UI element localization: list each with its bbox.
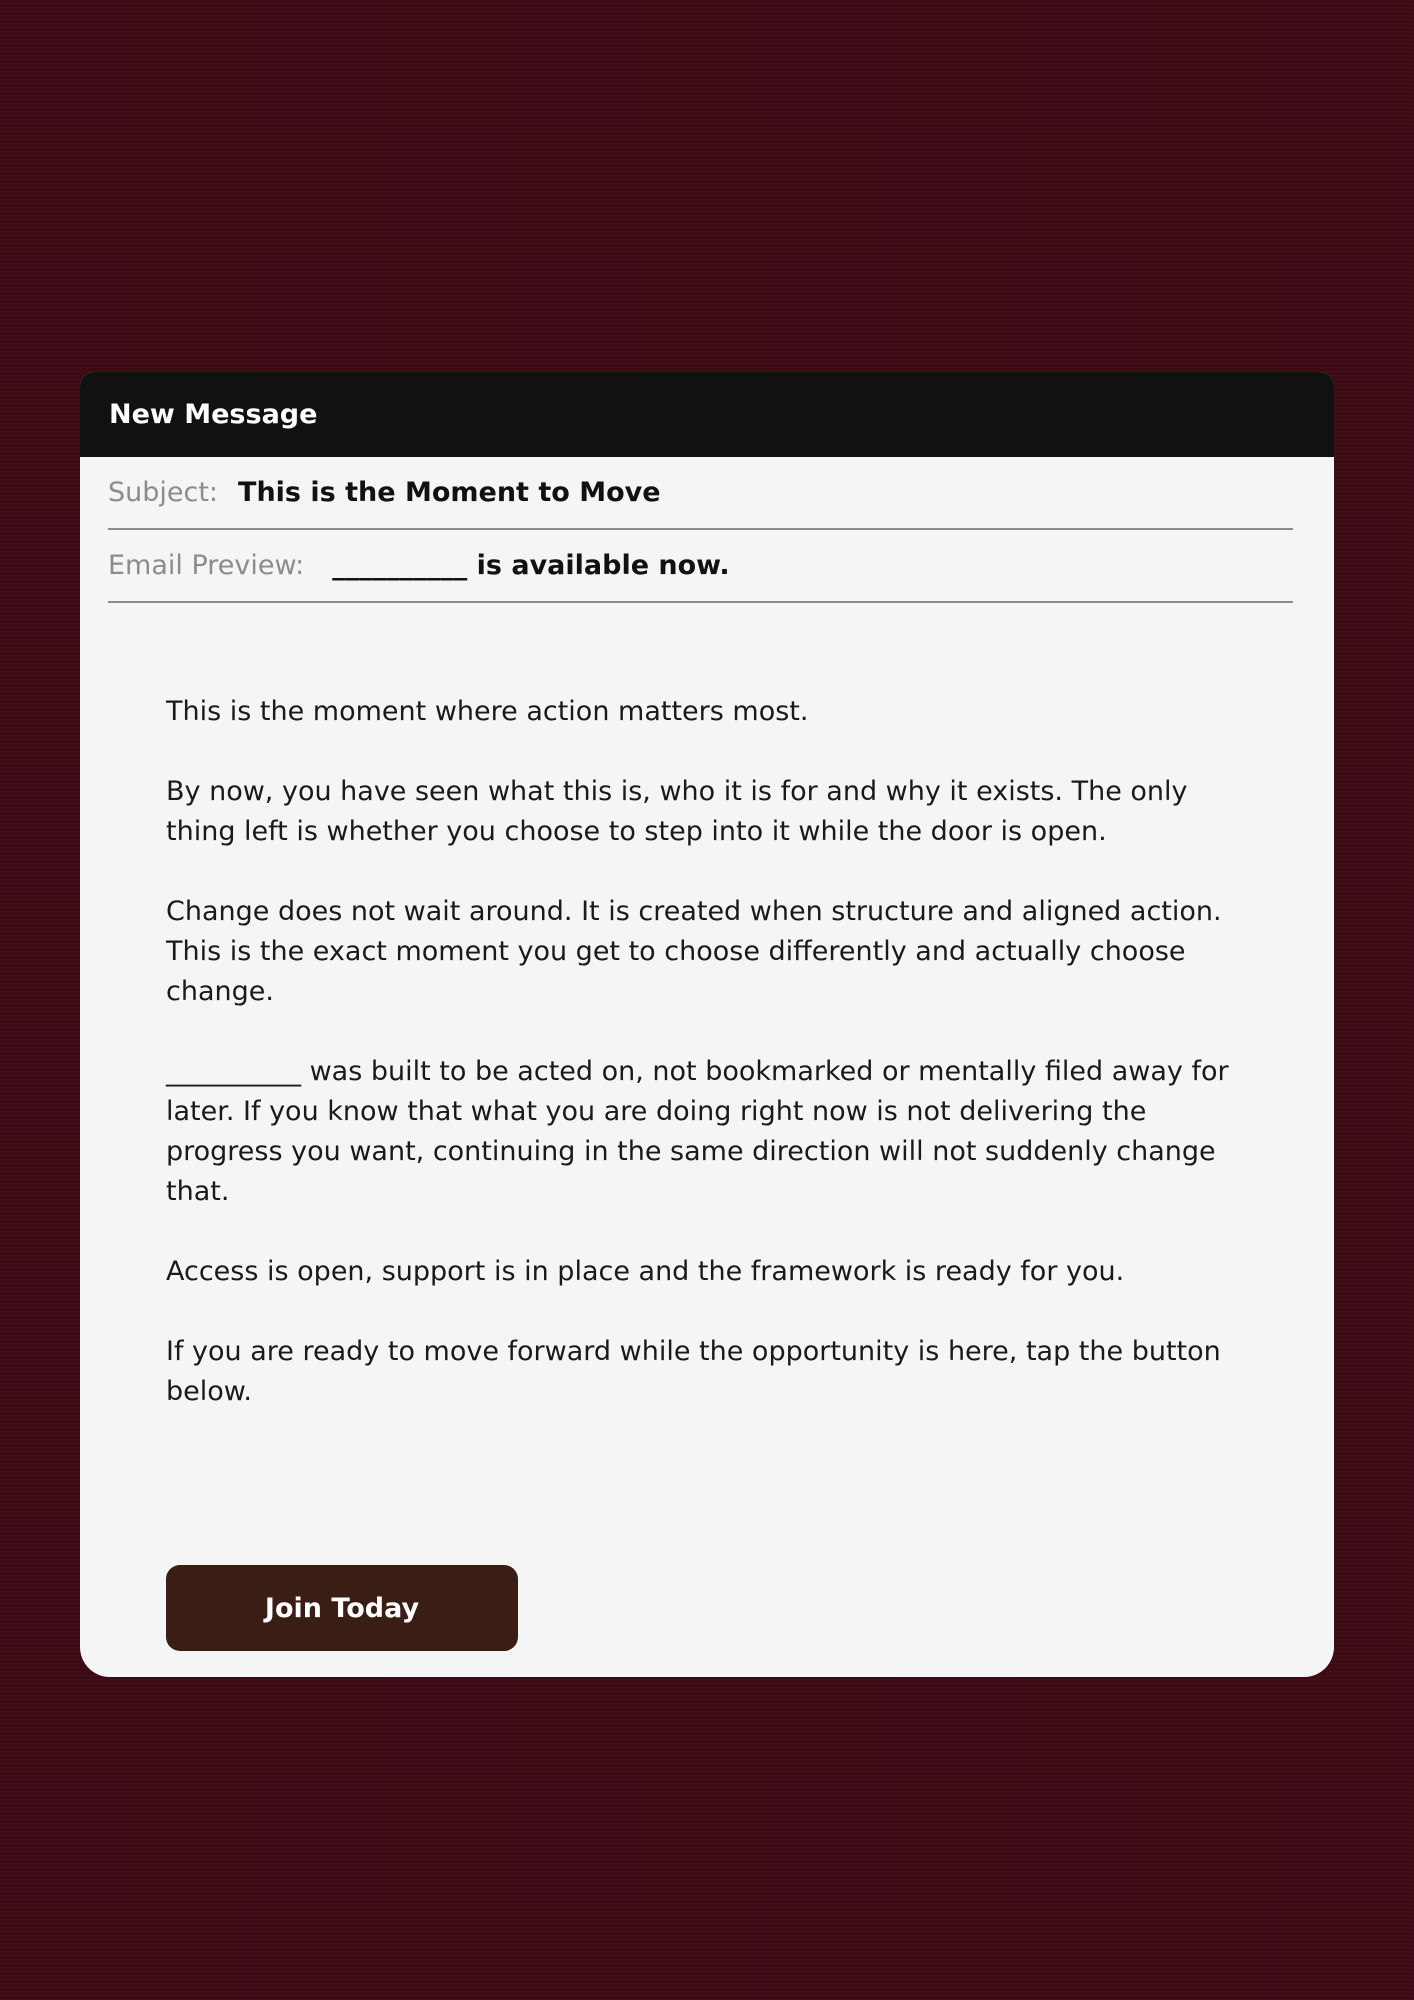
- body-paragraph: __________ was built to be acted on, not bookmarked or mentally filed away for later. If you know that what you are doing right now is not delivering the progress you want, continuing in the same direction will not suddenly change that.: [166, 1056, 1229, 1207]
- window-title: New Message: [109, 399, 318, 430]
- body-paragraph: Access is open, support is in place and the framework is ready for you.: [166, 1256, 1125, 1287]
- body-paragraph: Change does not wait around. It is created when structure and aligned action. This is the exact moment you get to choose differently and actually choose change.: [166, 896, 1222, 1007]
- subject-row[interactable]: [108, 457, 1293, 530]
- body-paragraph: If you are ready to move forward while the opportunity is here, tap the button below.: [166, 1336, 1221, 1407]
- email-preview-label: Email Preview:: [108, 550, 305, 581]
- email-preview-row[interactable]: [108, 530, 1293, 603]
- subject-label: Subject:: [108, 477, 219, 508]
- subject-value[interactable]: This is the Moment to Move: [238, 477, 661, 508]
- join-today-button[interactable]: Join Today: [166, 1565, 518, 1651]
- email-preview-value[interactable]: __________ is available now.: [332, 550, 730, 581]
- email-compose-window: [80, 372, 1334, 1677]
- body-paragraph: This is the moment where action matters most.: [166, 696, 809, 727]
- window-titlebar: [80, 372, 1334, 457]
- body-paragraph: By now, you have seen what this is, who it is for and why it exists. The only thing left is whether you choose to step into it while the door is open.: [166, 776, 1188, 847]
- email-body: [166, 692, 1246, 1452]
